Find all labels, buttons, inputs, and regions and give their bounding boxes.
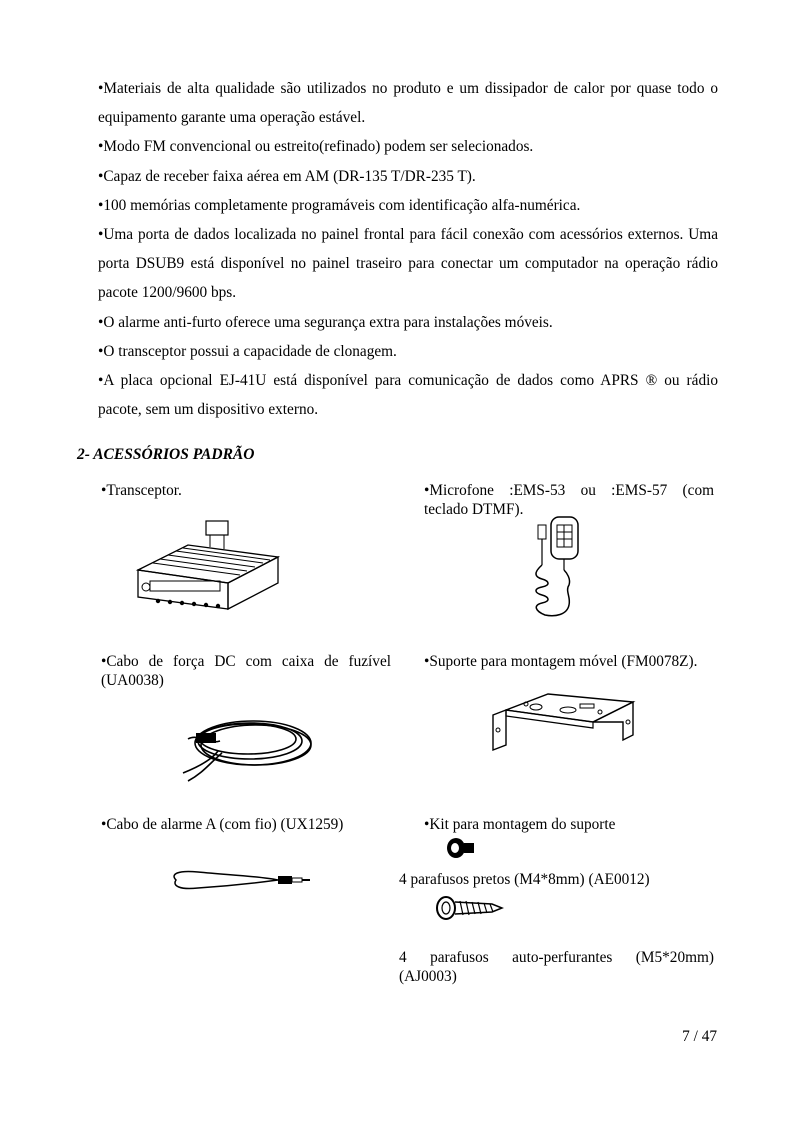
accessory-mount-kit-label: •Kit para montagem do suporte [424, 816, 616, 833]
accessory-microphone-label: •Microfone :EMS-53 ou :EMS-57 (com teclado DTMF). [424, 482, 714, 518]
bracket-image [488, 690, 638, 755]
accessory-alarm-cable-label: •Cabo de alarme A (com fio) (UX1259) [101, 816, 344, 833]
accessory-dc-cable-label: •Cabo de força DC com caixa de fuzível (UA0038) [101, 653, 391, 689]
accessory-black-screws-label: 4 parafusos pretos (M4*8mm) (AE0012) [399, 871, 650, 888]
section-heading: 2- ACESSÓRIOS PADRÃO [77, 446, 255, 463]
alarm-cable-image [168, 866, 313, 896]
accessory-bracket-label: •Suporte para montagem móvel (FM0078Z). [424, 653, 698, 670]
accessory-self-tapping-screws-label: 4 parafusos auto-perfurantes (M5*20mm) (AJ0003) [399, 949, 714, 985]
feature-item: •Uma porta de dados localizada no painel frontal para fácil conexão com acessórios externos. Uma porta DSUB9 está disponível no painel traseiro para conectar um computador na operação rádio pacote 1200/9600 bps. [98, 226, 718, 302]
feature-item: •O transceptor possui a capacidade de clonagem. [98, 342, 397, 360]
feature-list [98, 74, 718, 424]
feature-item: •Materiais de alta qualidade são utilizados no produto e um dissipador de calor por quase todo o equipamento garante uma operação estável. [98, 80, 718, 127]
page-number: 7 / 47 [682, 1028, 717, 1045]
feature-item: •100 memórias completamente programáveis com identificação alfa-numérica. [98, 196, 581, 214]
transceiver-image [128, 515, 288, 615]
feature-item: •Modo FM convencional ou estreito(refinado) podem ser selecionados. [98, 138, 534, 156]
self-tapping-screw-icon [434, 894, 504, 922]
black-screw-icon [444, 836, 476, 860]
accessory-transceiver-label: •Transceptor. [101, 482, 182, 499]
microphone-image [525, 515, 585, 620]
dc-cable-image [178, 703, 318, 783]
feature-item: •Capaz de receber faixa aérea em AM (DR-135 T/DR-235 T). [98, 167, 476, 185]
feature-item: •O alarme anti-furto oferece uma segurança extra para instalações móveis. [98, 313, 553, 331]
feature-item: •A placa opcional EJ-41U está disponível para comunicação de dados como APRS ® ou rádio pacote, sem um dispositivo externo. [98, 372, 718, 419]
